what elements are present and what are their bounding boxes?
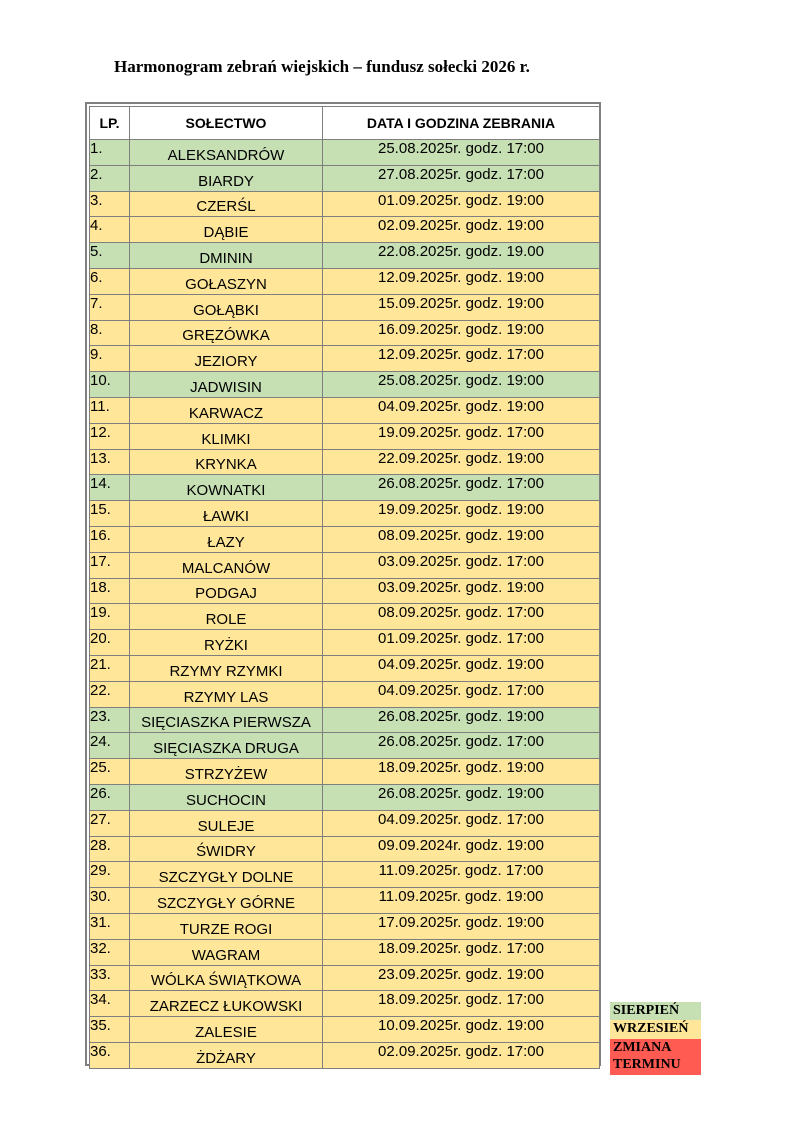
table-row — [90, 294, 600, 320]
table-row — [90, 939, 600, 965]
table-row — [90, 630, 600, 656]
row-solectwo: STRZYŻEW — [130, 759, 323, 785]
row-solectwo: ŁAZY — [130, 526, 323, 552]
row-solectwo: BIARDY — [130, 165, 323, 191]
row-lp: 29. — [90, 862, 130, 888]
row-solectwo: ŚWIDRY — [130, 836, 323, 862]
row-solectwo: ZALESIE — [130, 1017, 323, 1043]
row-date: 12.09.2025r. godz. 17:00 — [323, 346, 600, 372]
row-solectwo: ŻDŻARY — [130, 1042, 323, 1068]
table-row — [90, 501, 600, 527]
row-date: 18.09.2025r. godz. 17:00 — [323, 991, 600, 1017]
table-row — [90, 552, 600, 578]
row-lp: 30. — [90, 888, 130, 914]
row-date: 15.09.2025r. godz. 19:00 — [323, 294, 600, 320]
row-lp: 32. — [90, 939, 130, 965]
header-lp: LP. — [90, 107, 130, 140]
table-row — [90, 165, 600, 191]
row-solectwo: ROLE — [130, 604, 323, 630]
row-solectwo: SIĘCIASZKA PIERWSZA — [130, 707, 323, 733]
row-lp: 5. — [90, 243, 130, 269]
table-row — [90, 1042, 600, 1068]
header-date: DATA I GODZINA ZEBRANIA — [323, 107, 600, 140]
row-lp: 6. — [90, 268, 130, 294]
row-date: 03.09.2025r. godz. 17:00 — [323, 552, 600, 578]
table-row — [90, 346, 600, 372]
row-date: 22.08.2025r. godz. 19.00 — [323, 243, 600, 269]
row-solectwo: CZERŚL — [130, 191, 323, 217]
row-solectwo: SULEJE — [130, 810, 323, 836]
table-row — [90, 604, 600, 630]
row-date: 19.09.2025r. godz. 17:00 — [323, 423, 600, 449]
row-date: 02.09.2025r. godz. 19:00 — [323, 217, 600, 243]
row-solectwo: SZCZYGŁY DOLNE — [130, 862, 323, 888]
table-row — [90, 913, 600, 939]
row-lp: 27. — [90, 810, 130, 836]
row-lp: 4. — [90, 217, 130, 243]
row-lp: 10. — [90, 372, 130, 398]
row-date: 04.09.2025r. godz. 19:00 — [323, 397, 600, 423]
table-row — [90, 475, 600, 501]
row-solectwo: KOWNATKI — [130, 475, 323, 501]
table-row — [90, 449, 600, 475]
row-lp: 20. — [90, 630, 130, 656]
row-date: 18.09.2025r. godz. 17:00 — [323, 939, 600, 965]
row-lp: 23. — [90, 707, 130, 733]
row-date: 25.08.2025r. godz. 17:00 — [323, 140, 600, 166]
row-lp: 15. — [90, 501, 130, 527]
row-solectwo: RZYMY RZYMKI — [130, 655, 323, 681]
table-row — [90, 268, 600, 294]
row-lp: 19. — [90, 604, 130, 630]
row-date: 08.09.2025r. godz. 17:00 — [323, 604, 600, 630]
row-lp: 21. — [90, 655, 130, 681]
table-row — [90, 784, 600, 810]
legend-item-wrzesien: WRZESIEŃ — [610, 1020, 701, 1039]
table-header-row — [90, 107, 600, 140]
row-lp: 11. — [90, 397, 130, 423]
row-solectwo: DĄBIE — [130, 217, 323, 243]
row-solectwo: RYŻKI — [130, 630, 323, 656]
row-solectwo: ZARZECZ ŁUKOWSKI — [130, 991, 323, 1017]
table-row — [90, 217, 600, 243]
row-date: 26.08.2025r. godz. 17:00 — [323, 733, 600, 759]
row-solectwo: MALCANÓW — [130, 552, 323, 578]
row-lp: 24. — [90, 733, 130, 759]
row-solectwo: KLIMKI — [130, 423, 323, 449]
schedule-table-frame — [85, 102, 601, 1066]
table-row — [90, 191, 600, 217]
table-row — [90, 991, 600, 1017]
row-date: 03.09.2025r. godz. 19:00 — [323, 578, 600, 604]
row-date: 04.09.2025r. godz. 17:00 — [323, 810, 600, 836]
row-solectwo: SIĘCIASZKA DRUGA — [130, 733, 323, 759]
row-date: 10.09.2025r. godz. 19:00 — [323, 1017, 600, 1043]
row-solectwo: GOŁĄBKI — [130, 294, 323, 320]
row-lp: 34. — [90, 991, 130, 1017]
header-solectwo: SOŁECTWO — [130, 107, 323, 140]
table-row — [90, 965, 600, 991]
table-row — [90, 707, 600, 733]
row-date: 27.08.2025r. godz. 17:00 — [323, 165, 600, 191]
row-solectwo: ŁAWKI — [130, 501, 323, 527]
row-solectwo: RZYMY LAS — [130, 681, 323, 707]
row-lp: 25. — [90, 759, 130, 785]
table-body — [90, 140, 600, 1069]
row-date: 04.09.2025r. godz. 19:00 — [323, 655, 600, 681]
row-solectwo: JEZIORY — [130, 346, 323, 372]
row-solectwo: GOŁASZYN — [130, 268, 323, 294]
table-row — [90, 320, 600, 346]
row-solectwo: KRYNKA — [130, 449, 323, 475]
row-lp: 3. — [90, 191, 130, 217]
schedule-table — [89, 106, 600, 1069]
row-date: 11.09.2025r. godz. 17:00 — [323, 862, 600, 888]
legend-item-zmiana-terminu: ZMIANA TERMINU — [610, 1039, 701, 1075]
row-date: 26.08.2025r. godz. 19:00 — [323, 784, 600, 810]
row-lp: 8. — [90, 320, 130, 346]
row-solectwo: PODGAJ — [130, 578, 323, 604]
row-lp: 16. — [90, 526, 130, 552]
row-solectwo: GRĘZÓWKA — [130, 320, 323, 346]
row-lp: 2. — [90, 165, 130, 191]
table-row — [90, 372, 600, 398]
row-date: 26.08.2025r. godz. 17:00 — [323, 475, 600, 501]
row-lp: 22. — [90, 681, 130, 707]
row-solectwo: KARWACZ — [130, 397, 323, 423]
row-date: 01.09.2025r. godz. 19:00 — [323, 191, 600, 217]
row-solectwo: JADWISIN — [130, 372, 323, 398]
row-date: 26.08.2025r. godz. 19:00 — [323, 707, 600, 733]
row-solectwo: SZCZYGŁY GÓRNE — [130, 888, 323, 914]
table-row — [90, 423, 600, 449]
table-row — [90, 888, 600, 914]
row-lp: 7. — [90, 294, 130, 320]
row-lp: 18. — [90, 578, 130, 604]
row-solectwo: ALEKSANDRÓW — [130, 140, 323, 166]
row-date: 22.09.2025r. godz. 19:00 — [323, 449, 600, 475]
table-row — [90, 397, 600, 423]
row-solectwo: WÓLKA ŚWIĄTKOWA — [130, 965, 323, 991]
table-row — [90, 578, 600, 604]
table-row — [90, 836, 600, 862]
row-date: 23.09.2025r. godz. 19:00 — [323, 965, 600, 991]
table-row — [90, 1017, 600, 1043]
row-solectwo: SUCHOCIN — [130, 784, 323, 810]
table-row — [90, 759, 600, 785]
row-lp: 9. — [90, 346, 130, 372]
row-date: 18.09.2025r. godz. 19:00 — [323, 759, 600, 785]
table-row — [90, 140, 600, 166]
row-solectwo: TURZE ROGI — [130, 913, 323, 939]
table-row — [90, 526, 600, 552]
row-date: 12.09.2025r. godz. 19:00 — [323, 268, 600, 294]
row-lp: 28. — [90, 836, 130, 862]
row-lp: 33. — [90, 965, 130, 991]
row-date: 11.09.2025r. godz. 19:00 — [323, 888, 600, 914]
row-lp: 31. — [90, 913, 130, 939]
table-row — [90, 810, 600, 836]
table-row — [90, 655, 600, 681]
row-date: 09.09.2024r. godz. 19:00 — [323, 836, 600, 862]
legend-item-sierpien: SIERPIEŃ — [610, 1002, 701, 1020]
row-lp: 35. — [90, 1017, 130, 1043]
row-lp: 14. — [90, 475, 130, 501]
page-title: Harmonogram zebrań wiejskich – fundusz sołecki 2026 r. — [114, 57, 530, 76]
row-lp: 26. — [90, 784, 130, 810]
row-date: 01.09.2025r. godz. 17:00 — [323, 630, 600, 656]
row-solectwo: WAGRAM — [130, 939, 323, 965]
row-date: 17.09.2025r. godz. 19:00 — [323, 913, 600, 939]
row-date: 02.09.2025r. godz. 17:00 — [323, 1042, 600, 1068]
row-lp: 12. — [90, 423, 130, 449]
row-solectwo: DMININ — [130, 243, 323, 269]
row-date: 08.09.2025r. godz. 19:00 — [323, 526, 600, 552]
table-row — [90, 862, 600, 888]
row-lp: 1. — [90, 140, 130, 166]
row-date: 16.09.2025r. godz. 19:00 — [323, 320, 600, 346]
table-row — [90, 243, 600, 269]
table-row — [90, 733, 600, 759]
row-lp: 17. — [90, 552, 130, 578]
row-lp: 13. — [90, 449, 130, 475]
legend — [610, 1002, 701, 1075]
row-lp: 36. — [90, 1042, 130, 1068]
table-row — [90, 681, 600, 707]
row-date: 19.09.2025r. godz. 19:00 — [323, 501, 600, 527]
row-date: 04.09.2025r. godz. 17:00 — [323, 681, 600, 707]
row-date: 25.08.2025r. godz. 19:00 — [323, 372, 600, 398]
